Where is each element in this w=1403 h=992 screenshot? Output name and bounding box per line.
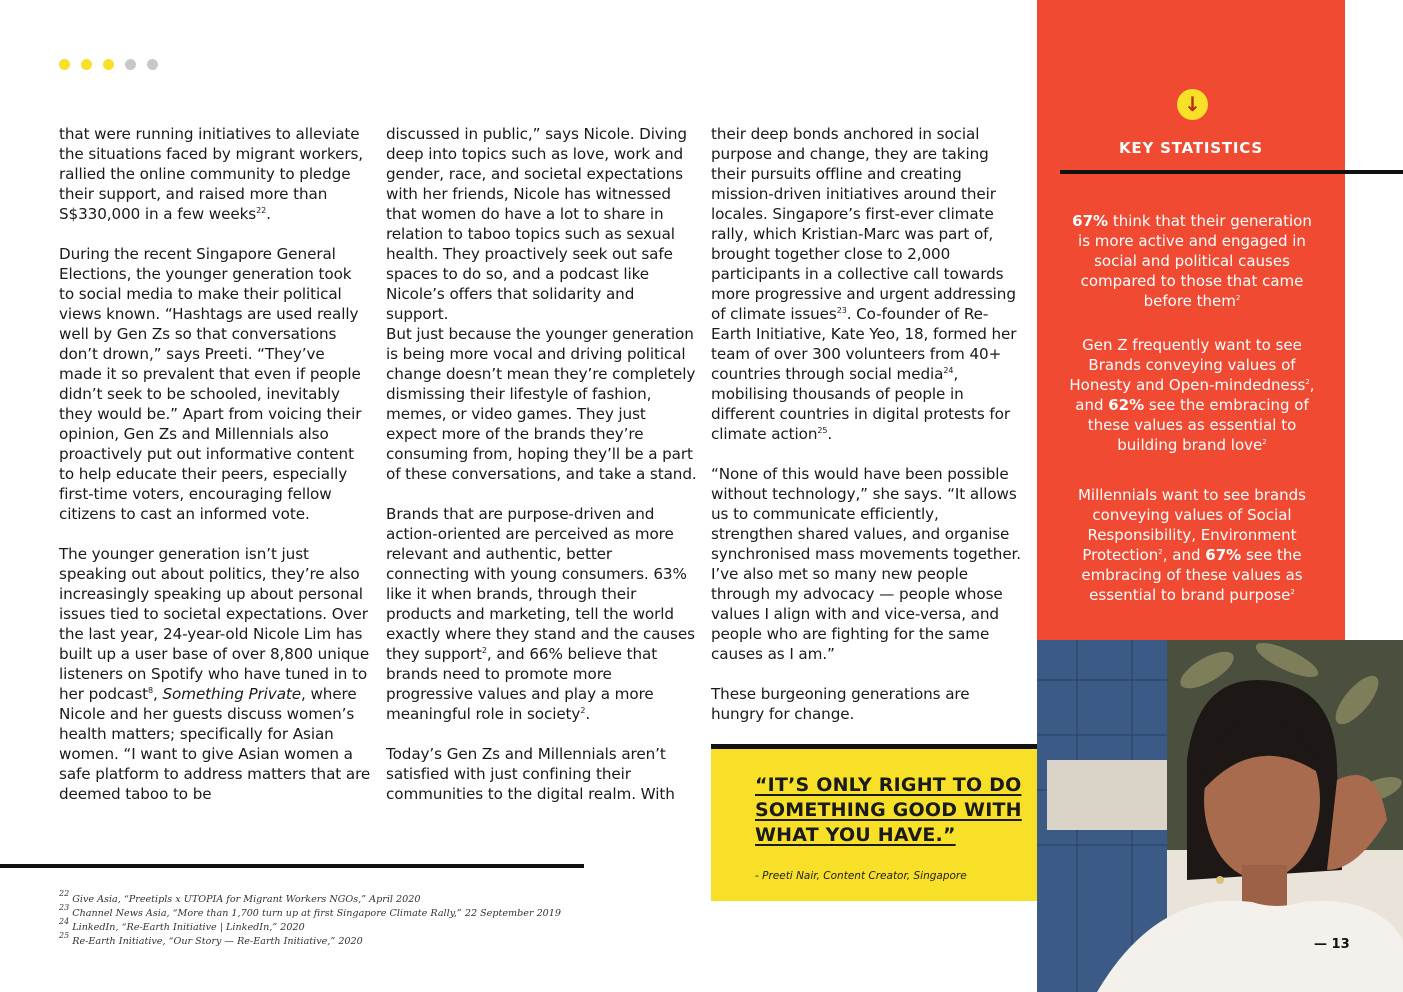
progress-dot	[59, 59, 70, 70]
paragraph: discussed in public,” says Nicole. Diving deep into topics such as love, work and gender, race, and societal expectations with her friends, Nicole has witnessed that women do have a lot to share in relation to taboo topics such as sexual health. They proactively seek out safe spaces to do so, and a podcast like Nicole’s offers that solidarity and support.	[386, 125, 687, 323]
progress-dot	[125, 59, 136, 70]
progress-dot	[103, 59, 114, 70]
footnote: $^{24}$ LinkedIn, “Re-Earth Initiative | LinkedIn,” 2020	[59, 917, 305, 933]
paragraph: Brands that are purpose-driven and action-oriented are perceived as more relevant and authentic, better connecting with young consumers. 63% like it when brands, through their products and marketing, tell the world exactly where they stand and the causes they support$^2$, and 66% believe that brands need to promote more progressive values and play a more meaningful role in society$^2$.	[386, 505, 695, 723]
paragraph: “None of this would have been possible without technology,” she says. “It allows us to communicate efficiently, strengthen shared values, and organise synchronised mass movements together. I’ve also met so many new people through my advocacy — people whose values I align with and vice-versa, and people who are fighting for the same causes as I am.”	[711, 465, 1022, 663]
text-column-3	[711, 124, 1023, 724]
statistic-item: 67% think that their generation is more active and engaged in social and political causes compared to those that came before them$^2$	[1072, 212, 1312, 310]
text-column-1	[59, 124, 371, 804]
progress-dots	[59, 59, 158, 70]
pull-quote	[711, 744, 1058, 901]
pull-quote-attribution: - Preeti Nair, Content Creator, Singapore	[755, 870, 967, 882]
paragraph: their deep bonds anchored in social purpose and change, they are taking their pursuits offline and creating mission-driven initiatives around their locales. Singapore’s first-ever climate rally, which Kristian-Marc was part of, brought together close to 2,000 participants in a collective call towards more progressive and urgent addressing of climate issues$^{23}$. Co-founder of Re-Earth Initiative, Kate Yeo, 18, formed her team of over 300 volunteers from 40+ countries through social media$^{24}$, mobilising thousands of people in different countries in digital protests for climate action$^{25}$.	[711, 125, 1017, 443]
footnote: $^{25}$ Re-Earth Initiative, “Our Story — Re-Earth Initiative,” 2020	[59, 931, 363, 947]
footnote-divider	[0, 864, 584, 868]
paragraph: These burgeoning generations are hungry for change.	[711, 685, 970, 723]
stats-divider	[1060, 170, 1403, 174]
footnotes	[59, 889, 619, 949]
progress-dot	[81, 59, 92, 70]
paragraph: But just because the younger generation is being more vocal and driving political change doesn’t mean they’re completely dismissing their lifestyle of fashion, memes, or video games. They just expect more of the brands they’re consuming from, hoping they’ll be a part of these conversations, and take a stand.	[386, 325, 697, 483]
paragraph: The younger generation isn’t just speaking out about politics, they’re also increasingly speaking up about personal issues tied to societal expectations. Over the last year, 24-year-old Nicole Lim has built up a user base of over 8,800 unique listeners on Spotify who have tuned in to her podcast$^8$, Something Private, where Nicole and her guests discuss women’s health matters; specifically for Asian women. “I want to give Asian women a safe platform to address matters that are deemed taboo to be	[59, 545, 371, 803]
footnote: $^{22}$ Give Asia, “Preetipls x UTOPIA for Migrant Workers NGOs,” April 2020	[59, 889, 421, 905]
pull-quote-text: “IT’S ONLY RIGHT TO DO SOMETHING GOOD WITH WHAT YOU HAVE.”	[755, 774, 1022, 846]
paragraph: Today’s Gen Zs and Millennials aren’t satisfied with just confining their communities to the digital realm. With	[386, 745, 675, 803]
key-statistics-panel	[1037, 0, 1345, 640]
key-statistics-heading: KEY STATISTICS	[1119, 139, 1263, 157]
podcast-title: Something Private	[162, 685, 301, 703]
text-column-2	[386, 124, 698, 804]
progress-dot	[147, 59, 158, 70]
arrow-down-icon: ↓	[1177, 89, 1208, 120]
statistic-item: Gen Z frequently want to see Brands conveying values of Honesty and Open-mindedness$^2$, and 62% see the embracing of these values as essential to building brand love$^2$	[1069, 336, 1315, 454]
footnote: $^{23}$ Channel News Asia, “More than 1,700 turn up at first Singapore Climate Rally,” 22 September 2019	[59, 903, 561, 919]
paragraph: During the recent Singapore General Elections, the younger generation took to social media to make their political views known. “Hashtags are used really well by Gen Zs so that conversations don’t drown,” says Preeti. “They’ve made it so prevalent that even if people didn’t seek to be schooled, inevitably they would be.” Apart from voicing their opinion, Gen Zs and Millennials also proactively put out informative content to help educate their peers, especially first-time voters, encouraging fellow citizens to cast an informed vote.	[59, 245, 362, 523]
page-number: — 13	[1314, 937, 1350, 952]
statistic-item: Millennials want to see brands conveying values of Social Responsibility, Environment Protection$^2$, and 67% see the embracing of these values as essential to brand purpose$^2$	[1077, 486, 1306, 604]
paragraph: that were running initiatives to alleviate the situations faced by migrant workers, rallied the online community to pledge their support, and raised more than S$330,000 in a few weeks$^{22}$.	[59, 125, 364, 223]
